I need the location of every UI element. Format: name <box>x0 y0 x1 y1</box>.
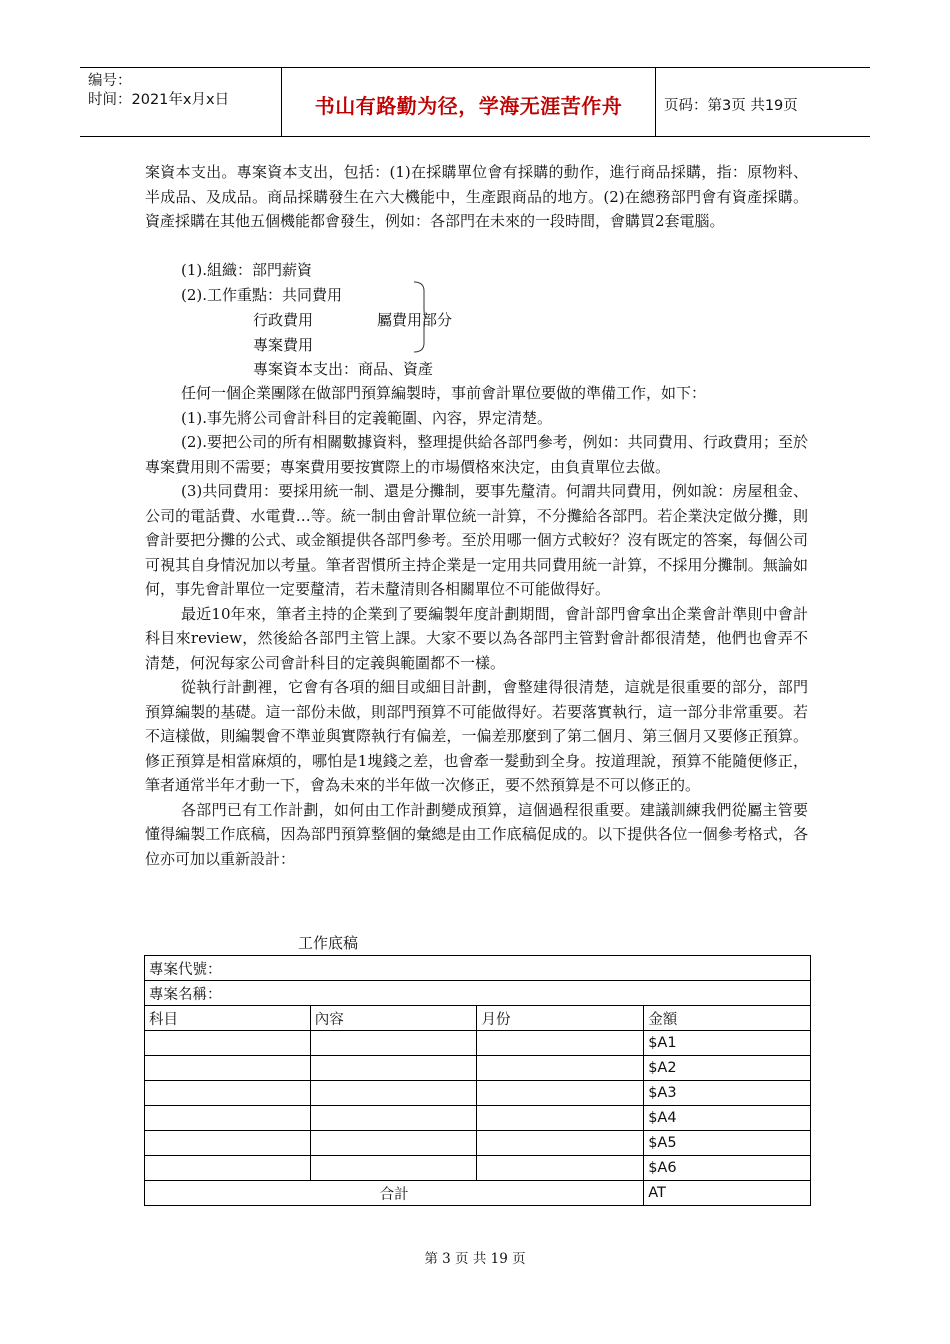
table-cell <box>310 1131 477 1156</box>
table-row <box>145 1031 811 1056</box>
table-cell <box>310 1081 477 1106</box>
table-row <box>145 1081 811 1106</box>
worksheet-title: 工作底稿 <box>298 934 359 952</box>
table-cell <box>477 1031 644 1056</box>
project-code-cell: 專案代號： <box>145 956 811 981</box>
header-page-info: 页码：第3页 共19页 <box>664 98 798 114</box>
table-cell <box>477 1106 644 1131</box>
paragraph: 從執行計劃裡，它會有各項的細目或細目計劃，會整建得很清楚，這就是很重要的部分，部門預算編製的基礎。這一部份未做，則部門預算不可能做得好。若要落實執行，這一部分非常重要。若不這樣做，則編製會不準並與實際執行有偏差，一偏差那麼到了第二個月、第三個月又要修正預算。修正預算是相當麻煩的，哪怕是1塊錢之差，也會牽一髮動到全身。按道理說，預算不能隨便修正，筆者通常半年才動一下，會為未來的半年做一次修正，要不然預算是不可以修正的。 <box>145 678 808 794</box>
project-name-cell: 專案名稱： <box>145 981 811 1006</box>
table-cell <box>145 1056 311 1081</box>
paragraph: (2).要把公司的所有相關數據資料，整理提供給各部門參考，例如：共同費用、行政費用；至於專案費用則不需要；專案費用要按實際上的市場價格來決定，由負責單位去做。 <box>145 433 808 476</box>
table-row <box>145 1156 811 1181</box>
list-item-admin-expense: 行政費用 <box>253 311 314 329</box>
table-row <box>145 981 811 1006</box>
paragraph: 各部門已有工作計劃，如何由工作計劃變成預算，這個過程很重要。建議訓練我們從屬主管要懂得編製工作底稿，因為部門預算整個的彙總是由工作底稿促成的。以下提供各位一個參考格式，各位亦可加以重新設計： <box>145 800 808 868</box>
table-cell <box>145 1106 311 1131</box>
brace-icon <box>412 281 428 353</box>
column-header: 月份 <box>477 1006 644 1031</box>
table-row <box>145 1056 811 1081</box>
list-item-capital-expense: 專案資本支出：商品、資產 <box>253 360 434 378</box>
amount-cell: $A6 <box>644 1156 811 1181</box>
paragraph-intro <box>145 160 808 234</box>
amount-cell: $A2 <box>644 1056 811 1081</box>
table-cell <box>477 1131 644 1156</box>
table-cell <box>145 1081 311 1106</box>
amount-cell: $A5 <box>644 1131 811 1156</box>
total-label-cell: 合計 <box>145 1181 644 1206</box>
brace-label: 屬費用部分 <box>377 311 453 329</box>
list-item-focus: (2).工作重點：共同費用 <box>181 286 343 304</box>
list-item-project-expense: 專案費用 <box>253 336 314 354</box>
page-footer: 第 3 页 共 19 页 <box>424 1251 526 1267</box>
header-motto: 书山有路勤为径，学海无涯苦作舟 <box>314 94 623 118</box>
table-header-row <box>145 1006 811 1031</box>
time-label: 时间：2021年x月x日 <box>88 92 230 108</box>
table-cell <box>310 1056 477 1081</box>
amount-cell: $A4 <box>644 1106 811 1131</box>
table-cell <box>477 1156 644 1181</box>
table-cell <box>477 1081 644 1106</box>
column-header: 金額 <box>644 1006 811 1031</box>
table-cell <box>145 1156 311 1181</box>
paragraph: 任何一個企業團隊在做部門預算編製時，事前會計單位要做的準備工作，如下： <box>181 384 707 402</box>
amount-cell: $A1 <box>644 1031 811 1056</box>
table-row <box>145 1106 811 1131</box>
main-text <box>145 381 808 871</box>
doc-number-label: 编号： <box>88 73 132 89</box>
table-cell <box>145 1131 311 1156</box>
table-total-row <box>145 1181 811 1206</box>
column-header: 內容 <box>310 1006 477 1031</box>
page-header <box>80 67 870 137</box>
paragraph: (3)共同費用：要採用統一制、還是分攤制，要事先釐清。何謂共同費用，例如說：房屋租金、公司的電話費、水電費…等。統一制由會計單位統一計算，不分攤給各部門。若企業決定做分攤，則會計要把分攤的公式、或金額提供各部門參考。至於用哪一個方式較好？沒有既定的答案，每個公司可視其自身情況加以考量。筆者習慣所主持企業是一定用共同費用統一計算，不採用分攤制。無論如何，事先會計單位一定要釐清，若未釐清則各相關單位不可能做得好。 <box>145 482 808 598</box>
header-left <box>88 72 229 110</box>
column-header: 科目 <box>145 1006 311 1031</box>
paragraph: 案資本支出。專案資本支出，包括：(1)在採購單位會有採購的動作，進行商品採購，指：原物料、半成品、及成品。商品採購發生在六大機能中，生產跟商品的地方。(2)在總務部門會有資產採購。資產採購在其他五個機能都會發生，例如：各部門在未來的一段時間，會購買2套電腦。 <box>145 163 808 230</box>
worksheet-table <box>144 955 811 1206</box>
table-row <box>145 956 811 981</box>
table-cell <box>145 1031 311 1056</box>
table-cell <box>310 1106 477 1131</box>
list-item-organization: (1).組織：部門薪資 <box>181 261 313 279</box>
table-cell <box>477 1056 644 1081</box>
paragraph: (1).事先將公司會計科目的定義範圍、內容，界定清楚。 <box>181 408 553 427</box>
total-value-cell: AT <box>644 1181 811 1206</box>
table-cell <box>310 1156 477 1181</box>
table-cell <box>310 1031 477 1056</box>
header-divider <box>655 68 656 136</box>
paragraph: 最近10年來，筆者主持的企業到了要編製年度計劃期間，會計部門會拿出企業會計準則中會計科目來review，然後給各部門主管上課。大家不要以為各部門主管對會計都很清楚，他們也會弄不清楚，何況每家公司會計科目的定義與範圍都不一樣。 <box>145 604 808 672</box>
amount-cell: $A3 <box>644 1081 811 1106</box>
table-row <box>145 1131 811 1156</box>
